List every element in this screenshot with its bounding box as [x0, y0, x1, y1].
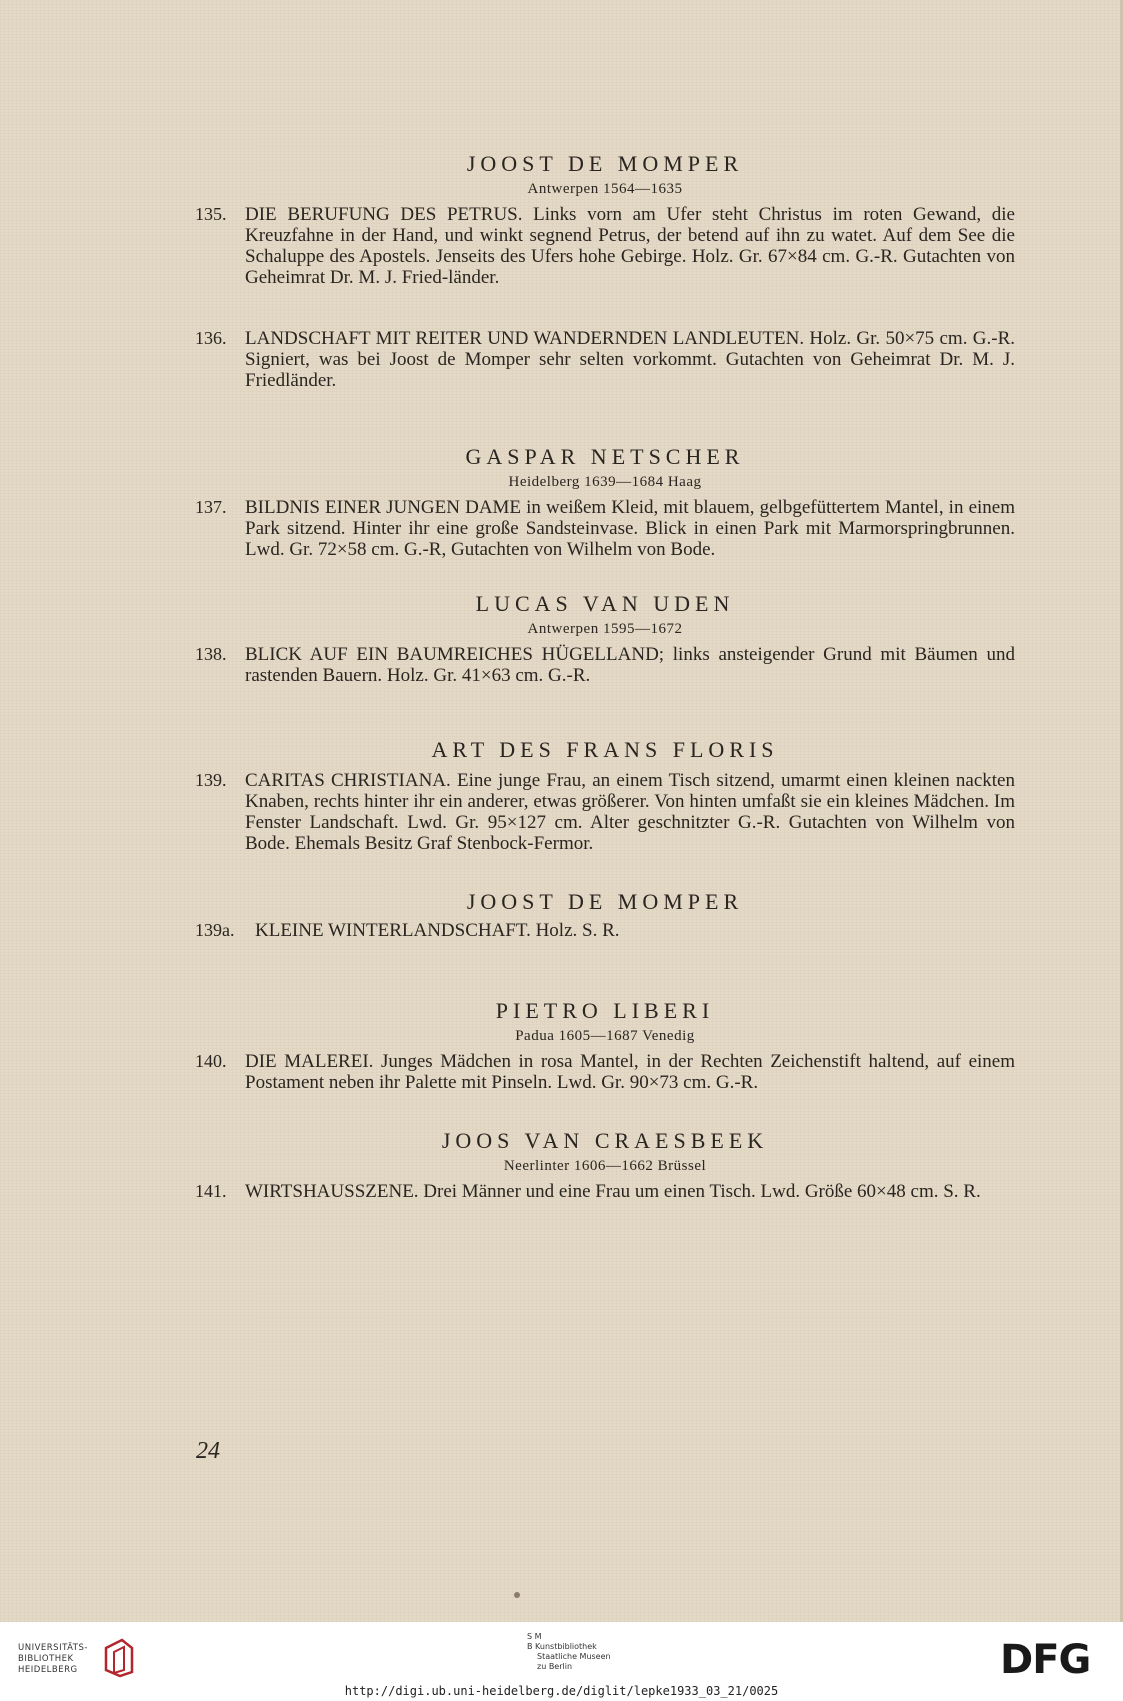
catalog-entry: [195, 1051, 1015, 1093]
smb-kunstbibliothek-logo[interactable]: [527, 1632, 611, 1672]
catalog-content: [195, 150, 1015, 1202]
catalog-entry: [195, 328, 1015, 391]
entry-text: LANDSCHAFT MIT REITER UND WANDERNDEN LANDLEUTEN. Holz. Gr. 50×75 cm. G.-R. Signiert, was bei Joost de Momper sehr selten vorkommt. Gutachten von Geheimrat Dr. M. J. Friedländer.: [245, 328, 1015, 391]
page-number: 24: [196, 1438, 220, 1464]
entry-text: DIE BERUFUNG DES PETRUS. Links vorn am Ufer steht Christus im roten Gewand, die Kreuzfahne in der Hand, und winkt segnend Petrus, der betend auf ihn zu watet. Auf dem See die Schaluppe des Apostels. Jenseits des Ufers hohe Gebirge. Holz. Gr. 67×84 cm. G.-R. Gutachten von Geheimrat Dr. M. J. Fried-länder.: [245, 204, 1015, 288]
university-library-logo[interactable]: [18, 1643, 88, 1676]
entry-number: 141.: [195, 1181, 227, 1201]
smb-logo-line: Staatliche Museen: [537, 1652, 611, 1661]
artist-heading: JOOST DE MOMPER: [466, 151, 744, 176]
entry-number: 139.: [195, 770, 227, 790]
artist-heading: LUCAS VAN UDEN: [475, 591, 735, 616]
catalog-entry: [195, 770, 1015, 854]
entry-number: 137.: [195, 497, 227, 517]
catalog-entry: [195, 204, 1015, 288]
smb-logo-line: S M: [527, 1632, 542, 1641]
entry-text: DIE MALEREI. Junges Mädchen in rosa Mantel, in der Rechten Zeichenstift haltend, auf einem Postament neben ihr Palette mit Pinseln. Lwd. Gr. 90×73 cm. G.-R.: [245, 1051, 1015, 1093]
permalink-url[interactable]: http://digi.ub.uni-heidelberg.de/diglit/lepke1933_03_21/0025: [344, 1684, 779, 1698]
artist-origin: Neerlinter 1606—1662 Brüssel: [503, 1158, 707, 1174]
entry-number: 135.: [195, 204, 227, 224]
entry-text: WIRTSHAUSSZENE. Drei Männer und eine Frau um einen Tisch. Lwd. Größe 60×48 cm. S. R.: [245, 1181, 981, 1202]
artist-origin: Antwerpen 1564—1635: [527, 181, 683, 197]
entry-text: CARITAS CHRISTIANA. Eine junge Frau, an einem Tisch sitzend, umarmt einen kleinen nackten Knaben, rechts hinter ihr ein anderer, etwas größerer. Von hinten umfaßt sie ein kleines Mädchen. Im Fenster Landschaft. Lwd. Gr. 95×127 cm. Alter geschnitzter G.-R. Gutachten von Wilhelm von Bode. Ehemals Besitz Graf Stenbock-Fermor.: [245, 770, 1015, 854]
artist-origin: Antwerpen 1595—1672: [527, 621, 683, 637]
entry-text: BILDNIS EINER JUNGEN DAME in weißem Kleid, mit blauem, gelbgefüttertem Mantel, in einem Park sitzend. Hinter ihr eine große Sandsteinvase. Blick in einen Park mit Marmorspringbrunnen. Lwd. Gr. 72×58 cm. G.-R, Gutachten von Wilhelm von Bode.: [245, 497, 1015, 560]
entry-number: 139a.: [195, 920, 235, 940]
catalog-entry: [195, 644, 1015, 686]
smb-logo-line: zu Berlin: [537, 1662, 573, 1671]
artist-origin: Padua 1605—1687 Venedig: [515, 1028, 695, 1044]
entry-text: KLEINE WINTERLANDSCHAFT. Holz. S. R.: [255, 920, 620, 941]
university-mark-icon: [102, 1638, 136, 1678]
paper-speck: [514, 1592, 520, 1598]
catalog-entry: [195, 920, 1015, 941]
entry-text: BLICK AUF EIN BAUMREICHES HÜGELLAND; links ansteigender Grund mit Bäumen und rastenden Bauern. Holz. Gr. 41×63 cm. G.-R.: [245, 644, 1015, 686]
entry-number: 140.: [195, 1051, 227, 1071]
artist-origin: Heidelberg 1639—1684 Haag: [508, 474, 702, 490]
smb-logo-line: B Kunstbibliothek: [527, 1642, 597, 1651]
university-logo-line: BIBLIOTHEK: [18, 1654, 74, 1664]
catalog-entry: [195, 497, 1015, 560]
university-logo-line: HEIDELBERG: [18, 1665, 78, 1675]
catalog-entry: [195, 1181, 1015, 1202]
entry-number: 136.: [195, 328, 227, 348]
dfg-logo[interactable]: DFG: [1000, 1637, 1091, 1683]
artist-heading: ART DES FRANS FLORIS: [431, 737, 779, 762]
entry-number: 138.: [195, 644, 227, 664]
university-logo-line: UNIVERSITÄTS-: [18, 1643, 88, 1653]
artist-heading: PIETRO LIBERI: [495, 998, 715, 1023]
digitization-footer: [0, 1622, 1123, 1701]
artist-heading: JOOS VAN CRAESBEEK: [441, 1128, 769, 1153]
artist-heading: JOOST DE MOMPER: [466, 889, 744, 914]
artist-heading: GASPAR NETSCHER: [465, 444, 745, 469]
